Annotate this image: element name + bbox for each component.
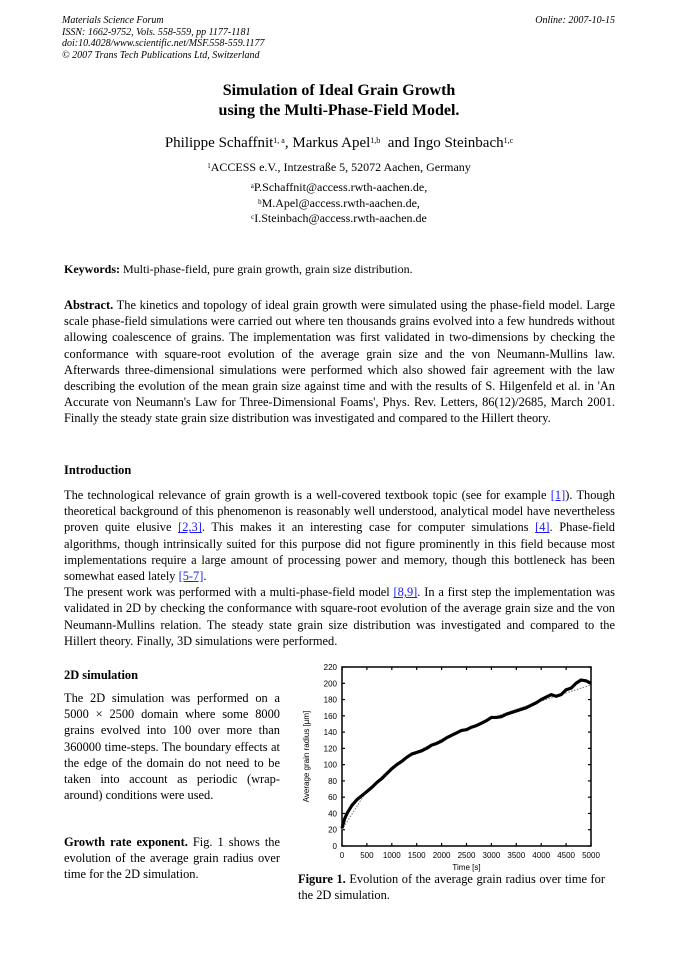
keywords bbox=[64, 262, 413, 277]
author-affiliation-mark: 1,b bbox=[370, 136, 381, 145]
citation-link-5-7[interactable]: [5-7] bbox=[178, 569, 204, 584]
intro-paragraph-1 bbox=[64, 487, 615, 584]
citation-link-2-3[interactable]: [2,3] bbox=[178, 520, 202, 535]
intro-text: The present work was performed with a multi-phase-field model bbox=[64, 585, 394, 600]
introduction-body bbox=[64, 487, 615, 649]
y-tick-label: 60 bbox=[328, 793, 337, 803]
intro-text: . This makes it an interesting case for computer simulations bbox=[201, 520, 536, 535]
y-tick-label: 120 bbox=[323, 744, 337, 754]
x-tick-label: 3000 bbox=[482, 851, 501, 860]
citation-link-4[interactable]: [4] bbox=[535, 520, 550, 535]
keywords-label: Keywords: bbox=[64, 262, 120, 276]
x-tick-label: 2500 bbox=[457, 851, 476, 860]
abstract-label: Abstract. bbox=[64, 298, 114, 312]
affiliation-text: ACCESS e.V., Intzestraße 5, 52072 Aachen, Germany bbox=[210, 160, 471, 174]
introduction-heading: Introduction bbox=[64, 463, 132, 477]
y-tick-label: 200 bbox=[323, 679, 337, 689]
email-text: P.Schaffnit@access.rwth-aachen.de, bbox=[253, 180, 428, 194]
email-item bbox=[0, 180, 678, 196]
x-tick-label: 1500 bbox=[407, 851, 426, 860]
x-tick-label: 5000 bbox=[582, 851, 600, 860]
chart-canvas bbox=[295, 658, 615, 873]
title-line-1: Simulation of Ideal Grain Growth bbox=[222, 82, 456, 99]
author-affiliation-mark: 1,c bbox=[503, 136, 514, 145]
sim2d-heading: 2D simulation bbox=[64, 668, 139, 682]
intro-text: . bbox=[203, 569, 207, 584]
figure-caption-text: Evolution of the average grain radius over time for the 2D simulation. bbox=[298, 872, 606, 903]
author-list bbox=[0, 133, 678, 153]
y-tick-label: 0 bbox=[332, 842, 337, 851]
keywords-text: Multi-phase-field, pure grain growth, grain size distribution. bbox=[120, 262, 413, 276]
intro-text: The technological relevance of grain growth is a well-covered textbook topic (see for example bbox=[64, 488, 551, 502]
author-name: Markus Apel bbox=[292, 135, 371, 151]
intro-text: . Phase-field algorithms, though intrinsically suited for this purpose did not figure prominently in this field because most implementations require a large amount of processing power and memory, though this bottleneck has been somewhat eased lately bbox=[64, 520, 615, 584]
online-date: Online: 2007-10-15 bbox=[535, 15, 615, 26]
title-line-2: using the Multi-Phase-Field Model. bbox=[218, 102, 460, 119]
citation-link-8-9[interactable]: [8,9] bbox=[393, 585, 418, 600]
journal-header bbox=[62, 15, 265, 61]
email-item bbox=[0, 196, 678, 212]
y-tick-label: 160 bbox=[323, 711, 337, 721]
author-separator: and bbox=[380, 135, 414, 151]
copyright-line: © 2007 Trans Tech Publications Ltd, Switzerland bbox=[62, 49, 260, 61]
abstract bbox=[64, 297, 615, 427]
x-tick-label: 500 bbox=[360, 851, 374, 860]
x-tick-label: 4500 bbox=[557, 851, 575, 860]
x-tick-label: 1000 bbox=[382, 851, 401, 860]
author-separator: , bbox=[284, 135, 293, 151]
y-tick-label: 80 bbox=[328, 776, 337, 786]
author-name: Philippe Schaffnit bbox=[164, 135, 274, 151]
email-list bbox=[0, 180, 678, 227]
figure-1-chart bbox=[295, 658, 615, 873]
affiliation bbox=[0, 159, 678, 175]
y-tick-label: 100 bbox=[323, 760, 337, 770]
intro-text: . In a first step the implementation was validated in 2D by checking the conformance with square-root evolution of the average grain size and the von Neumann-Mullins relation. The steady state grain size distribution was investigated and compared to the Hillert theory. Finally, 3D simulations were performed. bbox=[64, 585, 615, 648]
y-tick-label: 180 bbox=[323, 695, 337, 705]
doi-line: doi:10.4028/www.scientific.net/MSF.558-559.1177 bbox=[62, 38, 265, 49]
intro-paragraph-2 bbox=[64, 584, 615, 649]
issn-line: ISSN: 1662-9752, Vols. 558-559, pp 1177-1181 bbox=[62, 26, 251, 38]
email-mark: a bbox=[250, 182, 254, 190]
email-mark: b bbox=[258, 197, 262, 206]
intro-text: ). Though theoretical background of this phenomenon is reasonably well understood, analytical model have nevertheless proven quite elusive bbox=[64, 488, 615, 535]
citation-link-1[interactable]: [1] bbox=[550, 488, 566, 502]
affiliation-mark: 1 bbox=[207, 162, 211, 170]
sim2d-body: The 2D simulation was performed on a 5000 × 2500 domain where some 8000 grains evolved into 100 over more than 360000 time-steps. The boundary effects at the edge of the domain do not need to be taken into account as periodic (wrap-around) conditions were used. bbox=[64, 691, 280, 803]
growth-rate-text: Fig. 1 shows the evolution of the average grain radius over time for the 2D simulation. bbox=[64, 835, 280, 882]
growth-rate-label: Growth rate exponent. bbox=[64, 835, 188, 849]
growth-rate-paragraph bbox=[64, 834, 280, 883]
y-axis-label: Average grain radius [µm] bbox=[302, 710, 311, 803]
email-mark: c bbox=[251, 213, 255, 221]
abstract-text: The kinetics and topology of ideal grain growth were simulated using the phase-field model. Large scale phase-field simulations were carried out where ten thousands grains evolved into a few hundreds without allowing coalescence of grains. The implementation was first validated in two-dimensions by checking the conformance with square-root evolution of the average grain size and the von Neumann-Mullins law. Afterwards three-dimensional simulations were performed which also showed fair agreement with the law describing the evolution of the mean grain size against time and with the results of S. Hilgenfeld et al. in 'An Accurate von Neumann's Law for Three-Dimensional Foams', Phys. Rev. Letters, 86(12)/2685, March 2001. Finally the steady state grain size distribution was investigated and compared to the Hillert theory. bbox=[64, 298, 615, 426]
author-name: Ingo Steinbach bbox=[413, 135, 504, 151]
y-tick-label: 20 bbox=[328, 825, 337, 835]
email-item bbox=[0, 211, 678, 227]
figure-label: Figure 1. bbox=[298, 872, 346, 886]
x-tick-label: 3500 bbox=[507, 851, 526, 860]
x-tick-label: 2000 bbox=[432, 851, 451, 860]
x-tick-label: 0 bbox=[339, 851, 345, 860]
y-tick-label: 40 bbox=[328, 809, 337, 819]
paper-title bbox=[0, 81, 678, 121]
y-tick-label: 140 bbox=[323, 728, 337, 738]
author-affiliation-mark: 1, a bbox=[273, 136, 285, 145]
x-axis-label: Time [s] bbox=[452, 863, 481, 872]
journal-name: Materials Science Forum bbox=[62, 15, 164, 26]
figure-1-caption bbox=[298, 871, 605, 903]
email-text: M.Apel@access.rwth-aachen.de, bbox=[261, 195, 420, 210]
y-tick-label: 220 bbox=[323, 663, 337, 672]
x-tick-label: 4000 bbox=[532, 851, 551, 860]
email-text: I.Steinbach@access.rwth-aachen.de bbox=[254, 211, 427, 225]
